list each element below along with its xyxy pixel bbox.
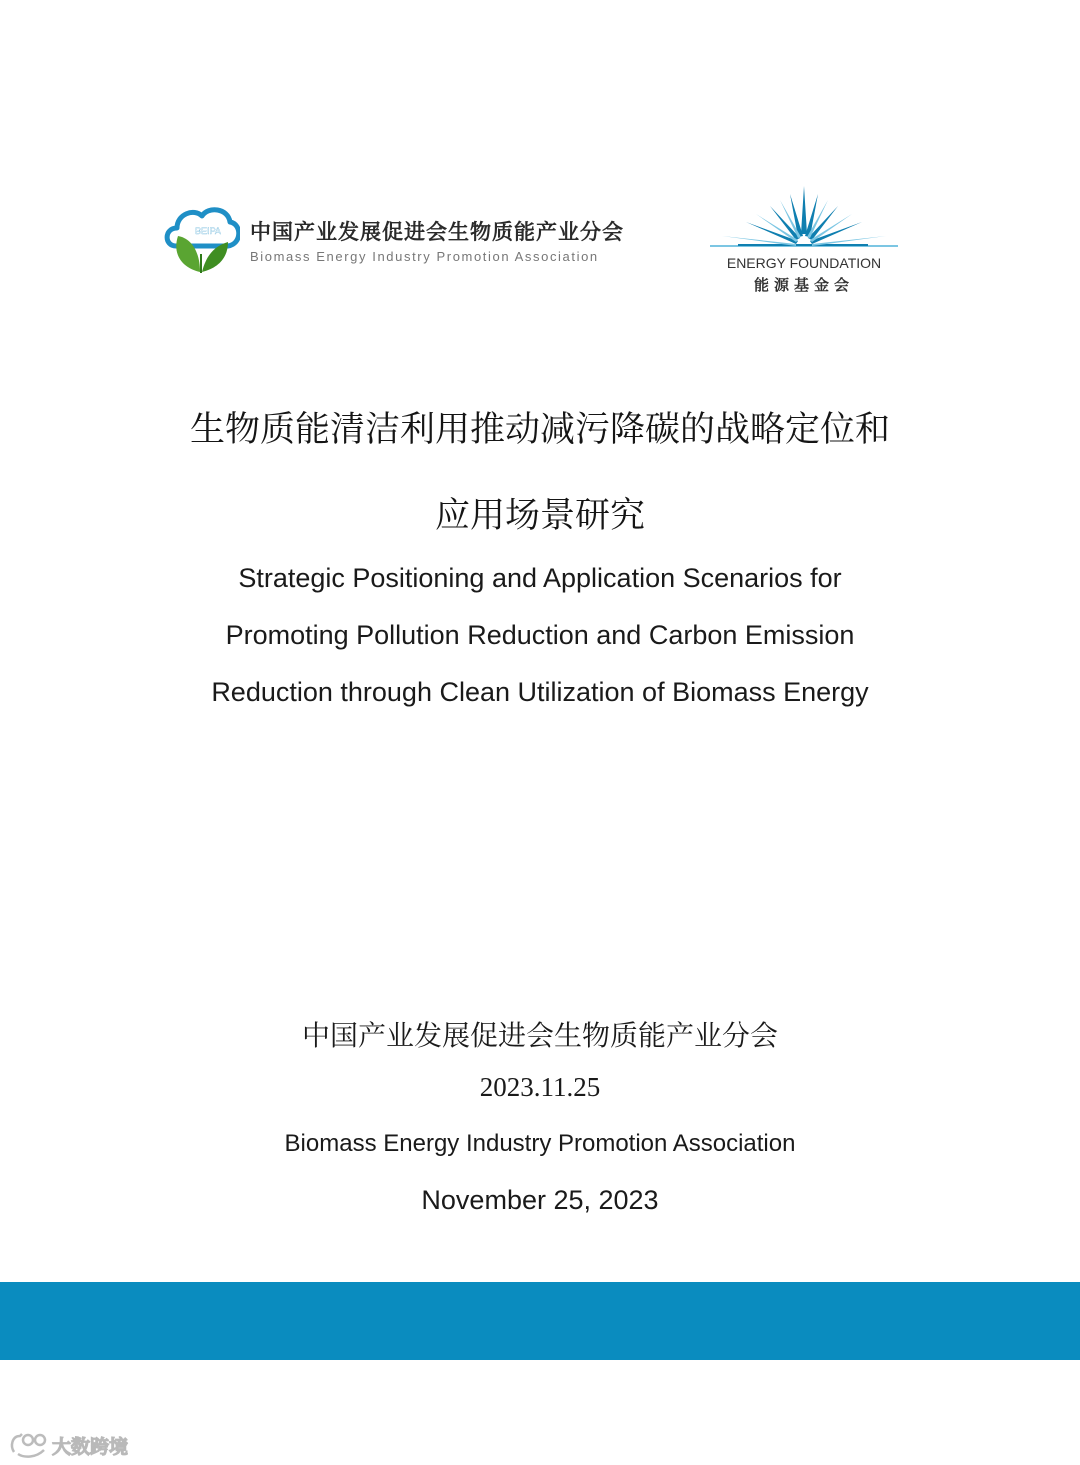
- footer-color-band: [0, 1282, 1080, 1360]
- watermark-text: 大数跨境: [52, 1436, 129, 1458]
- title-en-line-1: Strategic Positioning and Application Scenarios for: [238, 563, 842, 593]
- energy-foundation-logo: [708, 184, 900, 296]
- publisher-name-en: Biomass Energy Industry Promotion Association: [284, 1130, 796, 1157]
- beipa-name-en: Biomass Energy Industry Promotion Association: [250, 249, 599, 264]
- beipa-cloud-leaf-icon: [162, 202, 240, 276]
- title-cn-line-2: 应用场景研究: [434, 496, 645, 536]
- beipa-logo: [162, 200, 632, 280]
- title-cn-line-1: 生物质能清洁利用推动减污降碳的战略定位和: [189, 410, 890, 450]
- starburst-icon: [708, 184, 900, 250]
- beipa-mark-text: BEIPA: [195, 226, 221, 236]
- ef-name-cn: 能源基金会: [753, 276, 854, 294]
- publisher-name-cn: 中国产业发展促进会生物质能产业分会: [301, 1019, 778, 1052]
- title-en-line-3: Reduction through Clean Utilization of Biomass Energy: [211, 677, 869, 707]
- watermark: [8, 1428, 168, 1460]
- publish-date-numeric: 2023.11.25: [479, 1072, 601, 1102]
- publish-date-en: November 25, 2023: [421, 1185, 659, 1215]
- ef-name-en: ENERGY FOUNDATION: [726, 255, 882, 271]
- beipa-name-cn: 中国产业发展促进会生物质能产业分会: [250, 220, 624, 244]
- title-en-line-2: Promoting Pollution Reduction and Carbon Emission: [225, 620, 855, 650]
- watermark-logo-icon: [8, 1428, 52, 1460]
